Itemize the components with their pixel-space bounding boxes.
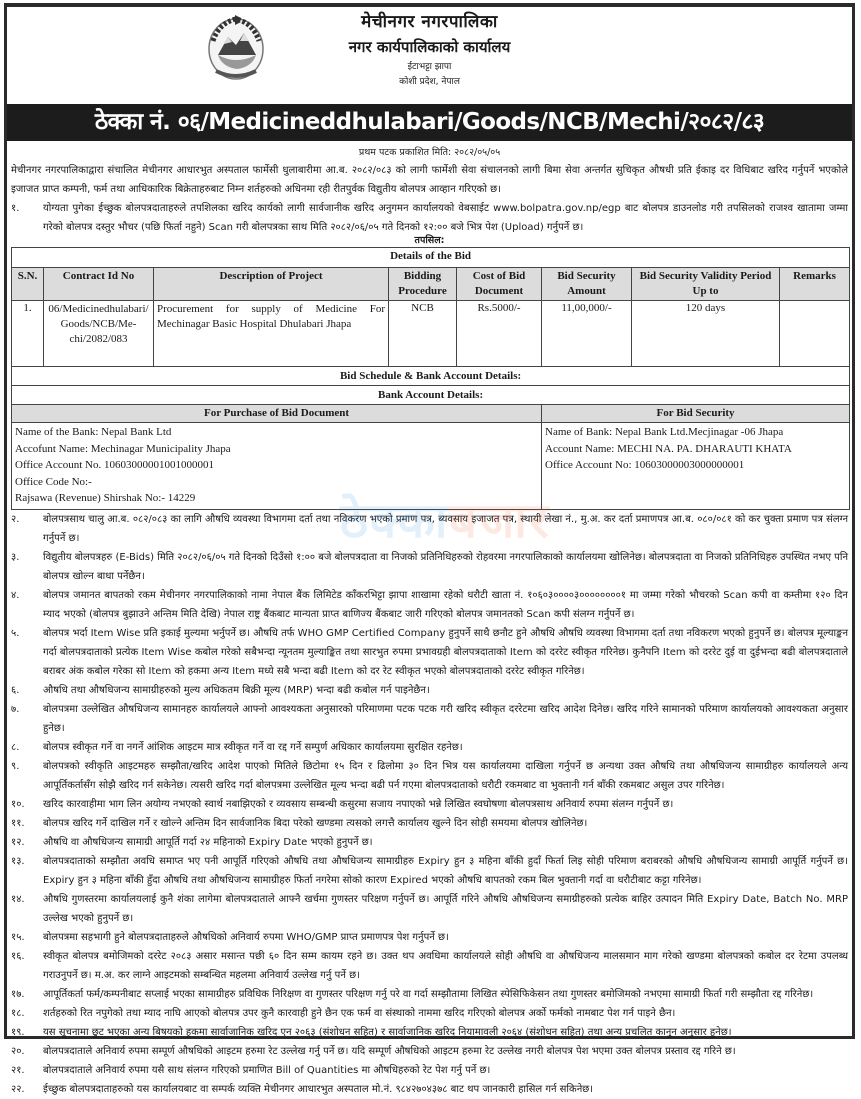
purchase-account-name: Accofunt Name: Mechinagar Municipality Jhapa bbox=[15, 442, 231, 455]
cell-sn: 1. bbox=[12, 301, 44, 367]
cell-description: Procurement for supply of Medicine For Mechinagar Basic Hospital Dhulabari Jhapa bbox=[154, 301, 389, 367]
condition-item bbox=[7, 890, 852, 928]
condition-item bbox=[7, 985, 852, 1004]
condition-number: १५. bbox=[11, 932, 25, 943]
condition-text: बोलपत्र खरिद गर्ने दाखिल गर्ने र खोल्ने अन्तिम दिन सार्वजानिक बिदा परेको खण्डमा त्यसको लगत्तै कार्यालय खुल्ने दिन सोही समयमा बोलपत्र खोलिनेछ। bbox=[43, 818, 588, 829]
notice-page bbox=[4, 3, 855, 1095]
purchase-office-code: Office Code No:- bbox=[15, 475, 92, 488]
municipality-name: मेचीनगर नगरपालिका bbox=[361, 12, 498, 32]
condition-text: औषधि तथा औषधिजन्य सामाग्रीहरुको मुल्य अधिकतम बिक्री मूल्य (MRP) भन्दा बढी कबोल गर्न पाइनेछैन। bbox=[43, 685, 430, 696]
condition-text: विद्युतीय बोलपत्रहरु (E-Bids) मिति २०८२/०६/०५ गते दिनको दिउँसो १:०० बजे बोलपत्रदाता वा निजको प्रतिनिधिहरुको रोहवरमा नगरपालिकाको कार्यालयमा खोलिनेछ। बोलपत्रदाता वा निजको प्रतिनिधिहरु उपस्थित नभए पनि बोलपत्र खोल्न बाधा पर्नेछैन। bbox=[43, 552, 848, 582]
condition-number: ९. bbox=[11, 761, 20, 772]
province-country: कोशी प्रदेश, नेपाल bbox=[399, 77, 460, 87]
condition-number: ११. bbox=[11, 818, 25, 829]
bid-table-title: Details of the Bid bbox=[12, 248, 850, 268]
bid-details-table bbox=[11, 247, 850, 510]
condition-item bbox=[7, 852, 852, 890]
condition-number: १२. bbox=[11, 837, 25, 848]
condition-number: १८. bbox=[11, 1008, 25, 1019]
condition-text: बोलपत्रदाताले अनिवार्य रुपमा यसै साथ संलग्न गरिएको प्रमाणित Bill of Quantities मा औषधिहरुको रेट पेश गर्नु पर्ने छ। bbox=[43, 1065, 491, 1076]
condition-item bbox=[7, 1042, 852, 1061]
condition-item bbox=[7, 757, 852, 795]
condition-item bbox=[7, 510, 852, 548]
cell-validity: 120 days bbox=[632, 301, 780, 367]
condition-item bbox=[7, 928, 852, 947]
condition-text: बोलपत्रमा उल्लेखित औषधिजन्य सामानहरु कार्यालयले आफ्नो आवश्यकता अनुसारको परिमाणमा पटक पटक गरी खरिद स्वीकृत दररेटमा खरिद आदेश दिनेछ। खरिद गरिने सामानको परिमाण कार्यालयको आवश्यकता अनुसार हुनेछ। bbox=[43, 704, 848, 734]
condition-number: २. bbox=[11, 514, 20, 525]
condition-text: योग्यता पुगेका ईच्छुक बोलपत्रदाताहरुले तपशिलका खरिद कार्यको लागी सार्वजानीक खरिद अनुगमन कार्यालयको वेबसाईट www.bolpatra.gov.np/egp बाट बोलपत्र डाउनलोड गरी तपसिलको राजश्व खातामा जम्मा गरेको बोलपत्र दस्तुर भौचर (पछि फिर्ता नहुने) Scan गरी बोलपत्रका साथ मिति २०८२/०६/०५ गते दिनको १२:०० बजे भित्र पेश (Upload) गर्नुपर्ने छ। bbox=[43, 203, 848, 233]
condition-item bbox=[7, 947, 852, 985]
condition-item bbox=[7, 199, 852, 237]
cell-procedure: NCB bbox=[389, 301, 457, 367]
condition-item bbox=[7, 814, 852, 833]
header-contract-id: Contract Id No bbox=[44, 268, 154, 301]
condition-text: ईच्छुक बोलपत्रदाताहरुको यस कार्यालयबाट वा सम्पर्क व्यक्ति मेचीनगर आधारभुत अस्पताल मो.नं. ९८४२७०४३७८ बाट थप जानकारी हासिल गर्न सकिनेछ। bbox=[43, 1084, 594, 1095]
purchase-bank-name: Name of the Bank: Nepal Bank Ltd bbox=[15, 426, 172, 438]
condition-text: यस सूचनामा छुट भएका अन्य बिषयको हकमा सार्वाजानिक खरिद एन २०६३ (संशोधन सहित) र सार्वाजानिक खरिद नियामावली २०६४ (संशोधन सहित) तथा अन्य प्रचलित कानुन अनुसार हुनेछ। bbox=[43, 1027, 732, 1038]
condition-text: बोलपत्रदाताको सम्झौता अवधि समाप्त भए पनी आपूर्ति गरिएको औषधि तथा औषधिजन्य सामाग्रीहरु Expiry हुन ३ महिना बाँकी हुदाँ फिर्ता लिइ सोही परिमाण बराबरको औषधि औषधिजन्य सामाग्री आपूर्ति गर्नुपर्ने छ। Expiry हुन ३ महिना बाँकी हुँदा औषधि तथा औषधिजन्य सामाग्रीहरु फिर्ता नगरेमा सोको कारण Expired भएको औषधि बापतको रकम बिल भुक्तानी गर्दा वा धरौटीबाट कट्टा गरिनेछ। bbox=[43, 856, 848, 886]
condition-item bbox=[7, 795, 852, 814]
condition-text: स्वीकृत बोलपत्र बमोजिमको दररेट २०८३ असार मसान्त पछी ६० दिन सम्म कायम रहने छ। उक्त थप अवधिमा कार्यालयले सोही औषधि वा औषधिजन्य मालसमान माग गरेको खण्डमा बोलपत्रको कबोल दर रेटमा उपलब्ध गराउनुपर्ने छ। म.अ. कर लाग्ने आइटमको सम्बन्धित महलमा अनिवार्य उल्लेख गर्नु पर्ने छ। bbox=[43, 951, 848, 981]
security-account-no: Office Account No: 10603000003000000001 bbox=[545, 459, 745, 471]
security-heading: For Bid Security bbox=[542, 405, 850, 423]
purchase-revenue-head: Rajsawa (Revenue) Shirshak No:- 14229 bbox=[15, 492, 196, 504]
condition-item bbox=[7, 624, 852, 681]
header-validity: Bid Security Validity Period Up to bbox=[632, 268, 780, 301]
bid-schedule-heading: Bid Schedule & Bank Account Details: bbox=[12, 367, 850, 386]
condition-number: ७. bbox=[11, 704, 20, 715]
condition-text: बोलपत्रमा सहभागी हुने बोलपत्रदाताहरुले औषधिको अनिवार्य रुपमा WHO/GMP प्राप्त प्रमाणपत्र पेश गर्नुपर्ने छ। bbox=[43, 932, 449, 943]
condition-text: बोलपत्र स्वीकृत गर्ने वा नगर्ने आंशिक आइटम मात्र स्वीकृत गर्ने वा रद्द गर्ने सम्पुर्ण अधिकार कार्यालयमा सुरक्षित रहनेछ। bbox=[43, 742, 463, 753]
contract-title-banner: ठेक्का नं. ०६/Medicineddhulabari/Goods/NCB/Mechi/२०८२/८३ bbox=[7, 104, 852, 141]
table-header-row bbox=[12, 268, 850, 301]
condition-number: ३. bbox=[11, 552, 20, 563]
masthead bbox=[7, 7, 852, 104]
condition-number: २२. bbox=[11, 1084, 25, 1095]
condition-item bbox=[7, 1004, 852, 1023]
header-bidding-procedure: Bidding Procedure bbox=[389, 268, 457, 301]
intro-paragraph: मेचीनगर नगरपालिकाद्वारा संचालित मेचीनगर आधारभुत अस्पताल फार्मेसी धुलाबारीमा आ.ब. २०८२/०८३ को लागी फार्मेशी सेवा संचालनको लागी बिमा सेवा अन्तर्गत सुचिकृत औषधी प्रति ईकाइ दर विधिबाट खरिद गर्नुपर्ने भएकोले इजाजत प्राप्त कम्पनी, फर्म तथा आधिकारिक बिक्रेताहरुबाट निम्न शर्तहरुको अधिनमा रही रीतपुर्वक विद्युतीय बोलपत्र आव्हान गरिएको छ। bbox=[11, 165, 848, 195]
header-security-amount: Bid Security Amount bbox=[542, 268, 632, 301]
condition-text: बोलपत्र भर्दा Item Wise प्रति इकाई मुल्यमा भर्नुपर्ने छ। औषधि तर्फ WHO GMP Certified Company हुनुपर्ने साथै छनौट हुने औषधि औषधि व्यवस्था विभागमा दर्ता तथा नविकरण भएको हुनुपर्ने छ। बोलपत्र मूल्याङ्कन गर्दा बोलपत्रदाताको प्रत्येक Item Wise कबोल गरेको सबैभन्दा न्यूनतम मुल्याङ्कित तथा सारभुत रुपमा प्रभावग्रही बोलपत्रदाताको Item को दररेट स्वीकृत गरिनेछ। कुनैपनि Item को दररेट दुई वा दुईभन्दा बढी बोलपत्रदाताले बराबर अंक कबोल गरेका सो Item को हकमा अन्य Item मध्ये सबै भन्दा बढी Item को दर रेट स्वीकृत भएको बोलपत्रदाताको दररेट स्वीकृत गरिनेछ। bbox=[43, 628, 848, 677]
condition-number: २१. bbox=[11, 1065, 25, 1076]
condition-number: ६. bbox=[11, 685, 20, 696]
condition-text: खरिद कारवाहीमा भाग लिन अयोग्य नभएको स्वार्थ नबाझिएको र व्यवसाय सम्बन्धी कसुरमा सजाय नपाएको भन्ने लिखित स्वघोषणा बोलपत्रसाथ अनिवार्य रुपमा संलग्न गर्नुपर्ने छ। bbox=[43, 799, 674, 810]
condition-number: १६. bbox=[11, 951, 25, 962]
condition-text: शर्तहरुको रित नपुगेको तथा म्याद नाघि आएको बोलपत्र उपर कुनै कारवाही हुने छैन एक फर्म वा संस्थाको नाममा खरिद गरिएको बोलपत्र अर्को फर्मको नामबाट पेश गर्न पाइने छैन। bbox=[43, 1008, 676, 1019]
condition-item bbox=[7, 700, 852, 738]
condition-number: ८. bbox=[11, 742, 20, 753]
condition-item bbox=[7, 833, 852, 852]
security-bank-details bbox=[542, 423, 850, 510]
published-date: प्रथम पटक प्रकाशित मिति: २०८२/०५/०५ bbox=[358, 147, 501, 158]
cell-contract-id: 06/Medicinedhulabari/ Goods/NCB/Me- chi/2082/083 bbox=[44, 301, 154, 367]
header-sn: S.N. bbox=[12, 268, 44, 301]
condition-item bbox=[7, 548, 852, 586]
tapasil-label: तपसिल: bbox=[414, 235, 445, 246]
condition-text: बोलपत्रको स्वीकृति आइटमहरु सम्झौता/खरिद आदेश पाएको मितिले छिटोमा १५ दिन र ढिलोमा ३० दिन भित्र यस कार्यालयमा दाखिला गर्नुपर्ने छ अन्यथा उक्त औषधि तथा औषधिजन्य सामाग्रीहरु कार्यालयले अन्य आपूर्तिकर्तासँग सोझै खरिद गर्न सकेनेछ। त्यसरी खरिद गर्दा बोलपत्रमा उल्लेखित मूल्य भन्दा बढी पर्न गएमा बोलपत्रदाताको धरौटी रकमबाट वा भुक्तानी गर्न बाँकी रकमबाट असुल उपर गरिनेछ। bbox=[43, 761, 848, 791]
cell-security-amount: 11,00,000/- bbox=[542, 301, 632, 367]
header-remarks: Remarks bbox=[780, 268, 850, 301]
condition-text: बोलपत्रसाथ चालु आ.ब. ०८२/०८३ का लागि औषधि व्यवस्था विभागमा दर्ता तथा नविकरण भएको प्रमाण पत्र, ब्यवसाय इजाजत पत्र, स्थायी लेखा नं., मु.अ. कर दर्ता प्रमाणपत्र आ.ब. ०८०/०८१ को कर चुक्ता प्रमाण पत्र संलग्न गर्नुपर्ने छ। bbox=[43, 514, 848, 544]
cell-cost: Rs.5000/- bbox=[457, 301, 542, 367]
header-description: Description of Project bbox=[154, 268, 389, 301]
condition-number: १९. bbox=[11, 1027, 25, 1038]
condition-item bbox=[7, 586, 852, 624]
condition-item bbox=[7, 1080, 852, 1099]
condition-number: १३. bbox=[11, 856, 25, 867]
condition-number: १०. bbox=[11, 799, 25, 810]
purchase-bank-details bbox=[12, 423, 542, 510]
table-row bbox=[12, 301, 850, 367]
condition-text: औषधि गुणस्तरमा कार्यालयलाई कुनै शंका लागेमा बोलपत्रदाताले आफ्नै खर्चमा गुणस्तर परिक्षण गर्नुपर्ने छ। आपूर्ति गरिने औषधि औषधिजन्य समाग्रीहरुको प्रत्येक बाहिर उत्पादन मिति Expiry Date, Batch No. MRP उल्लेख भएको हुनुपर्ने छ। bbox=[43, 894, 848, 924]
condition-number: १. bbox=[11, 203, 20, 214]
conditions-list bbox=[7, 510, 852, 1099]
condition-number: २०. bbox=[11, 1046, 25, 1057]
purchase-heading: For Purchase of Bid Document bbox=[12, 405, 542, 423]
condition-number: ४. bbox=[11, 590, 20, 601]
condition-number: १४. bbox=[11, 894, 25, 905]
cell-remarks bbox=[780, 301, 850, 367]
condition-text: औषधि वा औषधिजन्य सामाग्री आपूर्ति गर्दा २४ महिनाको Expiry Date भएको हुनुपर्ने छ। bbox=[43, 837, 373, 848]
condition-text: आपूर्तिकर्ता फर्म/कम्पनीबाट सप्लाई भएका सामाग्रीहरु प्रविधिक निरिक्षण वा गुणस्तर परिक्षण गर्नु परे वा गर्दा सम्झौतामा लिखित स्पेसिफिकेसन तथा गुणस्तर बमोजिमको नभएमा सामाग्री फिर्ता गरी सम्झौता रद्द गरिनेछ। bbox=[43, 989, 814, 1000]
office-location: ईटाभट्टा झापा bbox=[407, 62, 452, 72]
condition-text: बोलपत्र जमानत बापतको रकम मेचीनगर नगरपालिकाको नामा नेपाल बैंक लिमिटेड काँकरभिट्टा झापा शाखामा रहेको धरौटी खाता नं. १०६०३००००३००००००००१ मा जम्मा गरेको भौचरको Scan कपी वा कम्तीमा १२० दिन म्याद भएको (बोलपत्र बुझाउने अन्तिम मिति देखि) नेपाल राष्ट्र बैंकबाट मान्यता प्राप्त बाणिज्य बैंकबाट जारी गरिएको बोलपत्र जमानतको Scan कपी संलग्न गर्नुपर्ने छ। bbox=[43, 590, 848, 620]
office-name: नगर कार्यपालिकाको कार्यालय bbox=[348, 38, 511, 56]
condition-text: बोलपत्रदाताले अनिवार्य रुपमा सम्पूर्ण औषधिको आइटम हरुमा रेट उल्लेख गर्नु पर्ने छ। यदि सम्पूर्ण औषधिको आइटम हरुमा रेट उल्लेख नगरी बोलपत्र पेश भएमा उक्त बोलपत्र प्रस्ताव रद्द गरिने छ। bbox=[43, 1046, 736, 1057]
condition-item bbox=[7, 738, 852, 757]
condition-number: ५. bbox=[11, 628, 20, 639]
security-account-name: Account Name: MECHI NA. PA. DHARAUTI KHATA bbox=[545, 442, 792, 455]
condition-item bbox=[7, 1023, 852, 1042]
bank-account-heading: Bank Account Details: bbox=[12, 386, 850, 405]
condition-item bbox=[7, 1061, 852, 1080]
security-bank-name: Name of Bank: Nepal Bank Ltd.Mecjinagar -06 Jhapa bbox=[545, 426, 784, 438]
condition-number: १७. bbox=[11, 989, 25, 1000]
header-cost: Cost of Bid Document bbox=[457, 268, 542, 301]
condition-item bbox=[7, 681, 852, 700]
purchase-account-no: Office Account No. 10603000001001000001 bbox=[15, 459, 214, 471]
